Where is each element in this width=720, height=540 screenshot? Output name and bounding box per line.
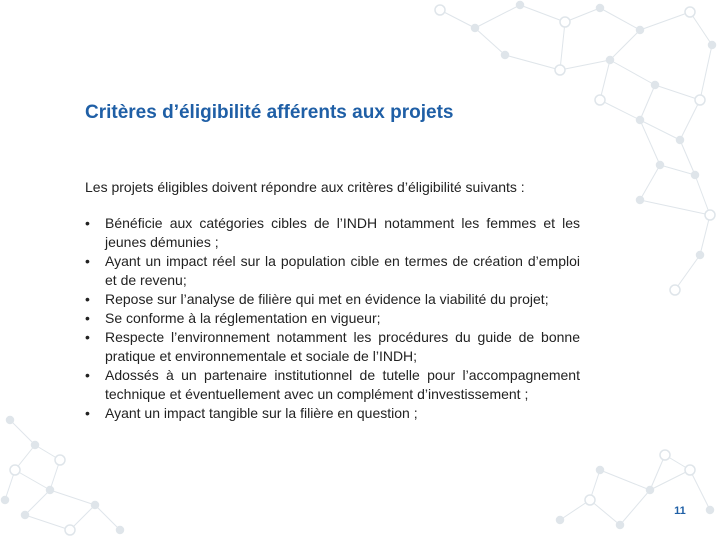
- network-node: [670, 285, 680, 295]
- network-line: [50, 490, 95, 505]
- slide-title: Critères d’éligibilité afférents aux projets: [85, 102, 454, 123]
- criteria-item: • Ayant un impact tangible sur la filière en question ;: [85, 404, 580, 423]
- network-line: [640, 200, 710, 215]
- network-line: [590, 500, 620, 525]
- network-node: [597, 467, 604, 474]
- network-line: [660, 165, 695, 175]
- network-line: [600, 470, 650, 490]
- network-line: [700, 215, 710, 255]
- criteria-item: • Adossés à un partenaire institutionnel de tutelle pour l’accompagnement technique et éventuellement avec un complément d’investissement ;: [85, 366, 580, 404]
- network-line: [640, 120, 680, 140]
- network-line: [640, 165, 660, 200]
- network-node: [607, 57, 614, 64]
- network-node: [47, 487, 54, 494]
- network-node: [707, 507, 714, 514]
- network-node: [557, 517, 564, 524]
- network-node: [685, 465, 695, 475]
- network-node: [705, 210, 715, 220]
- network-node: [660, 450, 670, 460]
- network-node: [595, 95, 605, 105]
- network-node: [32, 442, 39, 449]
- network-line: [655, 85, 700, 100]
- criteria-item: • Respecte l’environnement notamment les procédures du guide de bonne pratique et environnementale et sociale de l’INDH;: [85, 328, 580, 366]
- network-node: [692, 172, 699, 179]
- page-number: 11: [674, 505, 686, 517]
- network-line: [505, 55, 560, 70]
- network-node: [695, 95, 705, 105]
- network-node: [517, 2, 524, 9]
- criteria-item: • Repose sur l’analyse de filière qui met en évidence la viabilité du projet;: [85, 290, 580, 309]
- network-node: [709, 42, 716, 49]
- criteria-list: [85, 214, 580, 423]
- network-node: [435, 5, 445, 15]
- network-line: [700, 45, 712, 100]
- network-node: [677, 137, 684, 144]
- network-node: [657, 162, 664, 169]
- network-line: [620, 490, 650, 525]
- network-node: [10, 465, 20, 475]
- criteria-item: • Ayant un impact réel sur la population cible en termes de création d’emploi et de revenu;: [85, 252, 580, 290]
- network-line: [600, 60, 610, 100]
- network-node: [7, 417, 14, 424]
- network-line: [475, 28, 505, 55]
- network-line: [690, 12, 712, 45]
- network-line: [25, 515, 70, 530]
- network-line: [640, 85, 655, 120]
- network-line: [695, 175, 710, 215]
- network-node: [55, 455, 65, 465]
- network-line: [475, 5, 520, 28]
- network-line: [600, 100, 640, 120]
- network-line: [95, 505, 120, 530]
- network-line: [680, 140, 695, 175]
- network-node: [685, 7, 695, 17]
- network-line: [640, 12, 690, 30]
- network-node: [647, 487, 654, 494]
- network-line: [440, 10, 475, 28]
- network-node: [637, 27, 644, 34]
- criteria-item: • Se conforme à la réglementation en vigueur;: [85, 309, 580, 328]
- network-line: [560, 60, 610, 70]
- network-line: [520, 5, 565, 22]
- network-line: [610, 60, 655, 85]
- network-node: [637, 197, 644, 204]
- network-node: [597, 5, 604, 12]
- network-node: [617, 522, 624, 529]
- network-node: [652, 82, 659, 89]
- network-node: [22, 512, 29, 519]
- network-node: [560, 17, 570, 27]
- network-line: [640, 120, 660, 165]
- network-node: [472, 25, 479, 32]
- network-line: [560, 22, 565, 70]
- network-node: [555, 65, 565, 75]
- network-node: [65, 525, 75, 535]
- network-line: [25, 490, 50, 515]
- network-node: [2, 497, 9, 504]
- network-node: [585, 495, 595, 505]
- network-line: [690, 470, 710, 510]
- intro-text: Les projets éligibles doivent répondre aux critères d’éligibilité suivants :: [85, 179, 525, 195]
- network-line: [650, 470, 690, 490]
- network-line: [680, 100, 700, 140]
- network-node: [117, 527, 124, 534]
- network-node: [92, 502, 99, 509]
- criteria-item: • Bénéficie aux catégories cibles de l’INDH notamment les femmes et les jeunes démunies ;: [85, 214, 580, 252]
- network-line: [600, 8, 640, 30]
- network-line: [675, 255, 700, 290]
- network-line: [610, 30, 640, 60]
- network-line: [10, 420, 35, 445]
- network-line: [15, 470, 50, 490]
- network-node: [502, 52, 509, 59]
- network-node: [637, 117, 644, 124]
- network-node: [697, 252, 704, 259]
